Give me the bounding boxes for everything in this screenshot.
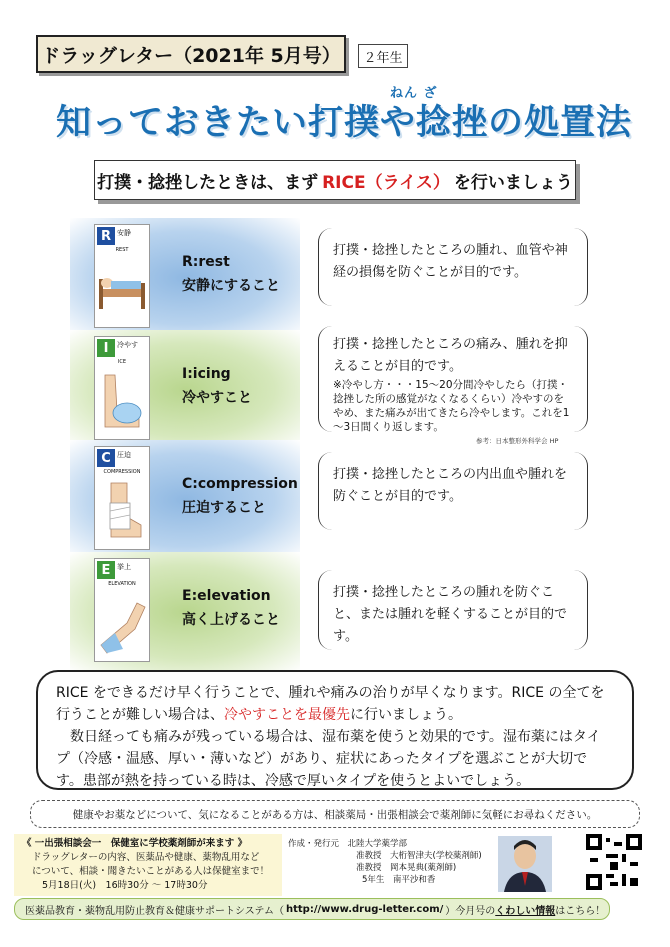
author-p1: 准教授 大桁智津夫(学校薬剤師) — [356, 851, 482, 861]
footer-more-c: はこちら！ — [555, 905, 606, 917]
elevation-letter: E — [97, 561, 115, 579]
rest-label-en: R:rest — [182, 254, 230, 270]
rice-intro-post: を行いましょう — [453, 172, 573, 193]
rest-description — [318, 228, 588, 306]
clinic-line2: について、相談・聞きたいことがある人は保健室まで！ — [32, 866, 270, 877]
page-title: 知っておきたい打撲や捻挫の処置法 — [55, 103, 632, 143]
author-p3: 5年生 南平沙和香 — [362, 875, 436, 885]
elevation-card-en: ELEVATION — [108, 581, 136, 587]
rest-card — [94, 224, 150, 328]
compression-card-en: COMPRESSION — [103, 469, 141, 475]
elevation-card — [94, 558, 150, 662]
ice-label-ja: 冷やすこと — [182, 390, 252, 406]
footer-close: ） — [445, 905, 456, 917]
rest-tile — [70, 218, 300, 338]
ice-card — [94, 336, 150, 440]
elevation-card-ja: 挙上 — [117, 563, 131, 571]
author-label: 作成・発行元 — [288, 839, 340, 849]
rest-card-en: REST — [115, 247, 129, 253]
footer-system: 医薬品教育・薬物乱用防止教育＆健康サポートシステム（ — [25, 905, 284, 917]
ice-desc-text: 打撲・捻挫したところの痛み、腫れを抑えることが目的です。 — [333, 337, 568, 374]
summary-text-a: RICE をできるだけ早く行うことで、腫れや痛みの治りが早くなります。RICE の全てを行うことが難しい場合は、 — [56, 685, 605, 723]
ice-label — [182, 362, 252, 410]
footer-more-info[interactable] — [455, 902, 605, 917]
newsletter-header: ドラッグレター（2021年 5月号） — [36, 35, 346, 73]
clinic-box — [14, 834, 282, 896]
compression-tile — [70, 440, 300, 560]
elevation-label-en: E:elevation — [182, 588, 271, 604]
title-ruby: ねん ざ — [390, 86, 438, 101]
clinic-line1: ドラッグレターの内容、医薬品や健康、薬物乱用など — [32, 852, 260, 863]
consult-notice: 健康やお薬などについて、気になることがある方は、相談薬局・出張相談会で薬剤師に気軽にお尋ねください。 — [30, 800, 640, 828]
grade-badge: ２年生 — [358, 44, 408, 68]
ice-label-en: I:icing — [182, 366, 231, 382]
compression-card — [94, 446, 150, 550]
rice-intro — [94, 160, 576, 200]
compression-desc-text: 打撲・捻挫したところの内出血や腫れを防ぐことが目的です。 — [333, 467, 568, 504]
qr-code-icon[interactable] — [586, 834, 642, 890]
summary-text-b: に行いましょう。 — [350, 707, 462, 723]
compression-description — [318, 452, 588, 530]
ice-desc-note: ※冷やし方・・・15～20分間冷やしたら（打撲・捻挫した所の感覚がなくなるくらい）冷やすのをやめ、また痛みが出てきたら冷やします。これを1～3日間くり返します。 — [333, 379, 570, 433]
reference-note: 参考：日本整形外科学会 HP — [476, 437, 559, 445]
bandage-icon — [97, 481, 147, 545]
summary-priority: 冷やすことを最優先 — [224, 707, 350, 723]
compression-letter: C — [97, 449, 115, 467]
elevation-label — [182, 584, 280, 632]
summary-compress-advice: 数日経っても痛みが残っている場合は、湿布薬を使うと効果的です。湿布薬にはタイプ（冷感・温感、厚い・薄いなど）があり、症状にあったタイプを選ぶことが大切です。患部が熱を持っている時は、冷感で厚いタイプを使うとよいでしょう。 — [56, 729, 601, 789]
compression-card-ja: 圧迫 — [117, 451, 131, 459]
rice-intro-pre: 打撲・捻挫したときは、まず — [97, 172, 319, 193]
rice-intro-rice: RICE（ライス） — [322, 172, 450, 193]
rest-label-ja: 安静にすること — [182, 278, 280, 294]
author-photo — [498, 836, 552, 892]
clinic-schedule: 5月18日(火) 16時30分 ～ 17時30分 — [42, 880, 208, 891]
rest-card-ja: 安静 — [117, 229, 131, 237]
author-p2: 准教授 岡本晃典(薬剤師) — [356, 863, 457, 873]
ice-pack-icon — [97, 371, 147, 435]
bed-rest-icon — [97, 259, 147, 323]
footer-more-a: 今月号の — [455, 905, 496, 917]
compression-label-ja: 圧迫すること — [182, 500, 266, 516]
ice-description — [318, 326, 588, 432]
summary-box — [36, 670, 634, 790]
elevation-description — [318, 570, 588, 650]
elevation-tile — [70, 552, 300, 672]
rest-desc-text: 打撲・捻挫したところの腫れ、血管や神経の損傷を防ぐことが目的です。 — [333, 243, 568, 280]
footer-bar — [14, 898, 610, 920]
rest-label — [182, 250, 280, 298]
compression-label — [182, 472, 298, 520]
rest-letter: R — [97, 227, 115, 245]
ice-letter: I — [97, 339, 115, 357]
ice-tile — [70, 330, 300, 450]
footer-more-link[interactable]: くわしい情報 — [495, 905, 556, 917]
compression-label-en: C:compression — [182, 476, 298, 492]
footer-url-link[interactable]: http://www.drug-letter.com/ — [286, 903, 444, 915]
elevation-desc-text: 打撲・捻挫したところの腫れを防ぐこと、または腫れを軽くすることが目的です。 — [333, 585, 568, 644]
author-org: 北陸大学薬学部 — [347, 839, 408, 849]
elevation-label-ja: 高く上げること — [182, 612, 280, 628]
ice-card-en: ICE — [117, 359, 127, 365]
clinic-title: 《 一出張相談会一 保健室に学校薬剤師が来ます 》 — [22, 838, 248, 849]
raised-leg-icon — [97, 593, 147, 657]
ice-card-ja: 冷やす — [117, 341, 138, 349]
